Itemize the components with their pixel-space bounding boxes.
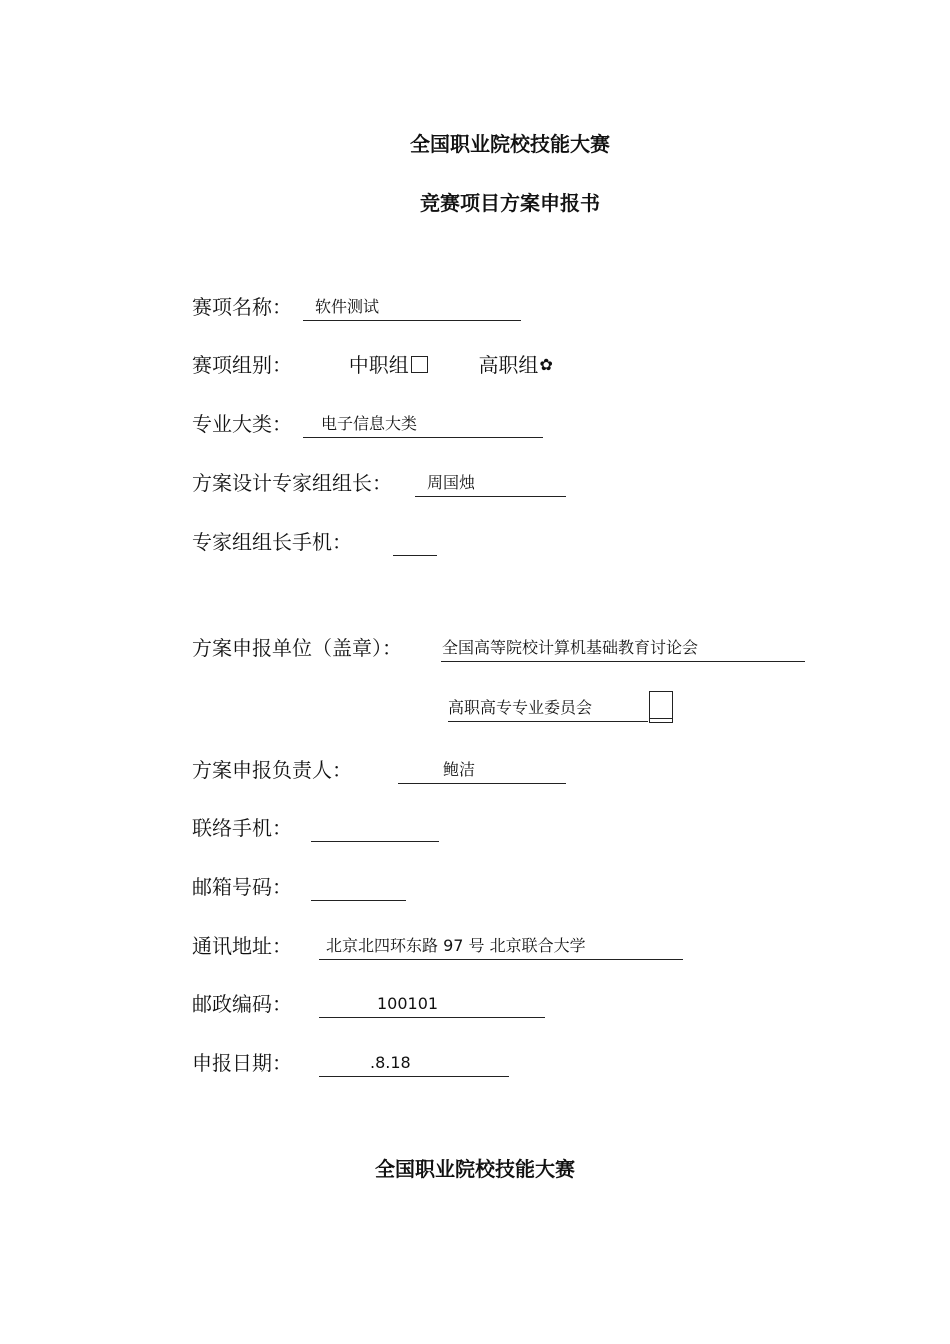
option-secondary-label: 中职组 xyxy=(348,353,409,377)
expert-leader-label: 方案设计专家组组长： xyxy=(192,471,392,495)
responsible-person-field xyxy=(398,756,566,784)
contact-phone-row xyxy=(192,814,292,842)
event-group-row xyxy=(192,351,553,379)
responsible-person-label: 方案申报负责人： xyxy=(192,758,352,782)
event-name-value: 软件测试 xyxy=(315,297,380,316)
responsible-person-value: 鲍洁 xyxy=(443,760,476,779)
email-label: 邮箱号码： xyxy=(192,875,292,899)
major-category-value: 电子信息大类 xyxy=(321,414,418,433)
footer-title: 全国职业院校技能大赛 xyxy=(375,1157,575,1181)
postal-code-row xyxy=(192,990,292,1018)
document-subtitle: 竞赛项目方案申报书 xyxy=(420,191,600,215)
major-category-row xyxy=(192,410,292,438)
contact-phone-label: 联络手机： xyxy=(192,816,292,840)
address-label: 通讯地址： xyxy=(192,934,292,958)
apply-date-label: 申报日期： xyxy=(192,1051,292,1075)
document-title: 全国职业院校技能大赛 xyxy=(410,132,610,156)
option-higher-label: 高职组 xyxy=(478,353,539,377)
expert-leader-field xyxy=(415,469,566,497)
major-category-field xyxy=(303,410,543,438)
applicant-unit-label: 方案申报单位（盖章）： xyxy=(192,636,402,660)
postal-code-field xyxy=(319,990,545,1018)
flower-icon: ✿ xyxy=(539,355,553,374)
email-field xyxy=(311,873,406,901)
expert-leader-value: 周国烛 xyxy=(427,473,476,492)
postal-code-value: 100101 xyxy=(377,994,439,1013)
applicant-unit-row xyxy=(192,634,402,662)
address-row xyxy=(192,932,292,960)
event-group-label: 赛项组别： xyxy=(192,353,292,377)
address-value: 北京北四环东路 97 号 北京联合大学 xyxy=(326,936,586,955)
apply-date-row xyxy=(192,1049,292,1077)
expert-phone-field xyxy=(393,528,437,556)
apply-date-field xyxy=(319,1049,509,1077)
applicant-unit-field-line2 xyxy=(448,694,648,722)
applicant-unit-value-line2: 高职高专专业委员会 xyxy=(448,698,593,717)
email-row xyxy=(192,873,292,901)
stamp-box xyxy=(649,691,673,723)
postal-code-label: 邮政编码： xyxy=(192,992,292,1016)
major-category-label: 专业大类： xyxy=(192,412,292,436)
event-name-field xyxy=(303,293,521,321)
expert-leader-row xyxy=(192,469,392,497)
applicant-unit-field-line1 xyxy=(441,634,805,662)
address-field xyxy=(319,932,683,960)
expert-phone-label: 专家组组长手机： xyxy=(192,530,352,554)
event-name-label: 赛项名称： xyxy=(192,295,292,319)
responsible-person-row xyxy=(192,756,352,784)
contact-phone-field xyxy=(311,814,439,842)
apply-date-value: .8.18 xyxy=(370,1053,411,1072)
event-name-row xyxy=(192,293,292,321)
checkbox-icon xyxy=(411,356,428,373)
expert-phone-row xyxy=(192,528,352,556)
applicant-unit-value-line1: 全国高等院校计算机基础教育讨论会 xyxy=(442,638,699,657)
